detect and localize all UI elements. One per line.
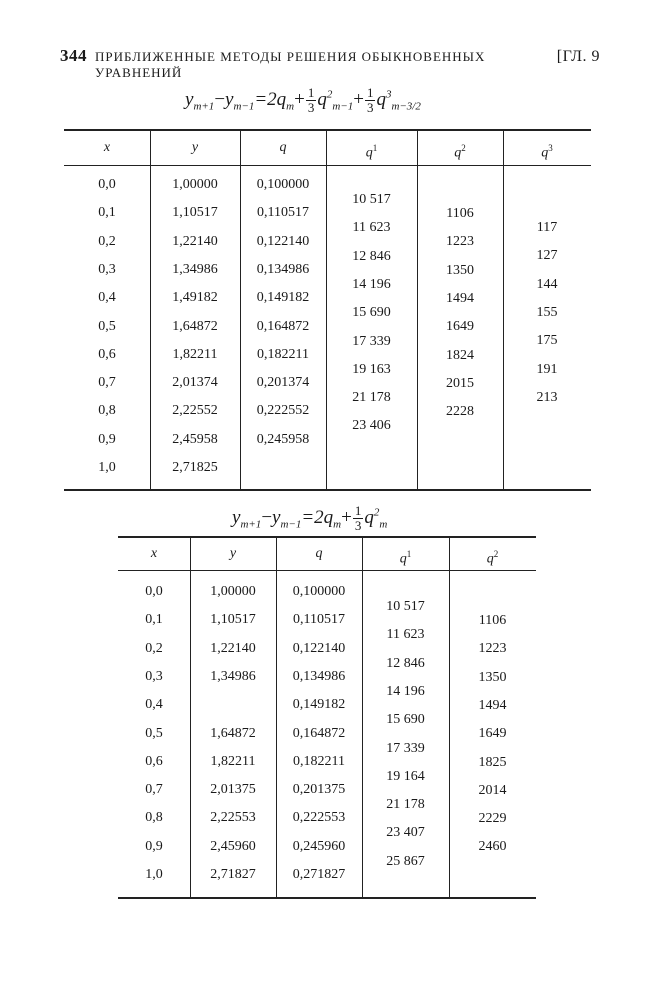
cell-x: 0,4 — [145, 697, 163, 713]
cell-q: 0,164872 — [256, 318, 310, 334]
running-title: ПРИБЛИЖЕННЫЕ МЕТОДЫ РЕШЕНИЯ ОБЫКНОВЕННЫХ УРАВНЕНИЙ — [95, 49, 486, 80]
cell-y: 2,45960 — [210, 838, 256, 854]
cell-q1: 14 196 — [352, 276, 391, 292]
column-header-q2: $q^2$ — [486, 549, 499, 567]
cell-q: 0,182211 — [293, 753, 345, 769]
cell-q: 0,245960 — [292, 838, 346, 854]
cell-y: 1,82211 — [210, 753, 256, 769]
cell-y: 1,34986 — [210, 668, 256, 684]
column-divider — [417, 131, 418, 489]
cell-q: 0,201374 — [256, 375, 310, 391]
cell-q1: 10 517 — [386, 599, 425, 614]
column-header-q1: $q^1$ — [399, 549, 412, 567]
cell-x: 0,0 — [145, 584, 163, 599]
cell-y: 2,01375 — [210, 782, 256, 798]
cell-q1: 23 406 — [352, 418, 391, 434]
column-header-y: y — [191, 140, 199, 155]
cell-q1: 11 623 — [352, 220, 391, 236]
cell-q1: 21 178 — [386, 797, 425, 813]
cell-q1: 12 846 — [386, 655, 425, 671]
cell-x: 0,0 — [98, 177, 116, 192]
cell-q3: 144 — [536, 276, 558, 292]
column-header-q1: $q^1$ — [365, 143, 378, 161]
cell-q: 0,222552 — [256, 403, 310, 419]
cell-y: 1,00000 — [172, 177, 218, 192]
cell-q3: 155 — [536, 304, 558, 320]
cell-x: 0,4 — [98, 290, 116, 306]
cell-q: 0,182211 — [257, 346, 309, 362]
column-header-q: q — [279, 140, 287, 155]
table-1 — [64, 129, 591, 491]
cell-y: 1,64872 — [172, 318, 218, 334]
cell-y: 2,71825 — [172, 460, 218, 475]
cell-y: 1,10517 — [172, 205, 218, 221]
cell-x: 0,7 — [98, 375, 116, 391]
cell-q1: 15 690 — [386, 712, 425, 728]
cell-y: 1,00000 — [210, 584, 256, 599]
cell-q3: 191 — [536, 361, 558, 377]
cell-q1: 23 407 — [386, 825, 425, 841]
column-header-q2: $q^2$ — [454, 143, 466, 161]
cell-x: 0,5 — [145, 725, 163, 741]
column-header-x: x — [103, 140, 111, 155]
cell-q3: 175 — [536, 333, 558, 349]
cell-x: 0,8 — [98, 403, 116, 419]
cell-q2: 1350 — [478, 669, 507, 685]
cell-x: 0,8 — [145, 810, 163, 826]
cell-q3: 213 — [536, 389, 558, 405]
cell-q1: 11 623 — [386, 627, 425, 643]
cell-q: 0,149182 — [292, 697, 346, 713]
cell-q: 0,245958 — [256, 431, 310, 447]
cell-q2: 1824 — [446, 347, 474, 363]
cell-q: 0,100000 — [292, 584, 346, 599]
cell-q: 0,134986 — [256, 261, 310, 277]
cell-x: 0,9 — [145, 838, 163, 854]
cell-q1: 10 517 — [352, 192, 391, 207]
cell-x: 0,3 — [145, 668, 163, 684]
table-2 — [118, 536, 536, 899]
cell-y: 2,22552 — [172, 403, 218, 419]
cell-q2: 2015 — [446, 375, 474, 391]
running-header — [60, 46, 600, 81]
cell-x: 1,0 — [98, 460, 116, 475]
chapter-label: [ГЛ. 9 — [556, 48, 600, 65]
column-header-y: y — [229, 546, 237, 561]
cell-y: 1,22140 — [172, 233, 218, 249]
cell-q: 0,222553 — [292, 810, 346, 826]
cell-y: 1,82211 — [172, 346, 218, 362]
cell-q: 0,271827 — [292, 867, 346, 882]
cell-x: 0,9 — [98, 431, 116, 447]
cell-x: 0,1 — [145, 612, 163, 628]
cell-q2: 1350 — [446, 262, 474, 278]
cell-y: 2,45958 — [172, 431, 218, 447]
cell-q1: 15 690 — [352, 305, 391, 321]
cell-q2: 2460 — [478, 839, 507, 855]
cell-y: 1,22140 — [210, 640, 256, 656]
cell-q2: 1106 — [478, 613, 507, 628]
formula-2: $y_{m+1}-y_{m-1}=2q_m+$ $\frac{1}{3}$ $q^2_m$ — [232, 503, 388, 533]
cell-q1: 14 196 — [386, 683, 425, 699]
page-number: 344 — [60, 46, 87, 65]
cell-x: 0,2 — [145, 640, 163, 656]
cell-x: 0,1 — [98, 205, 116, 221]
cell-x: 0,7 — [145, 782, 163, 798]
cell-x: 0,6 — [98, 346, 116, 362]
cell-y: 2,01374 — [172, 375, 218, 391]
cell-q: 0,122140 — [256, 233, 310, 249]
cell-q2: 1649 — [478, 726, 507, 742]
column-header-q: q — [315, 546, 323, 561]
cell-q2: 2229 — [478, 811, 507, 827]
cell-x: 0,3 — [98, 261, 116, 277]
cell-q2: 1494 — [478, 697, 507, 713]
cell-q: 0,201375 — [292, 782, 346, 798]
cell-y: 2,22553 — [210, 810, 256, 826]
cell-y: 1,10517 — [210, 612, 256, 628]
cell-x: 1,0 — [145, 867, 163, 882]
cell-y: 1,34986 — [172, 261, 218, 277]
cell-y: 1,49182 — [172, 290, 218, 306]
cell-q: 0,110517 — [257, 205, 309, 221]
cell-y: 1,64872 — [210, 725, 256, 741]
cell-y: 2,71827 — [210, 867, 256, 882]
cell-q: 0,122140 — [292, 640, 346, 656]
cell-q3: 127 — [536, 248, 558, 264]
cell-q: 0,149182 — [256, 290, 310, 306]
cell-q2: 1106 — [446, 206, 474, 221]
cell-q: 0,164872 — [292, 725, 346, 741]
cell-q2: 1825 — [478, 754, 507, 770]
cell-q1: 17 339 — [352, 333, 391, 349]
cell-q1: 17 339 — [386, 740, 425, 756]
cell-q1: 12 846 — [352, 248, 391, 264]
cell-x: 0,2 — [98, 233, 116, 249]
cell-q2: 1494 — [446, 290, 474, 306]
cell-q: 0,110517 — [293, 612, 345, 628]
cell-x: 0,5 — [98, 318, 116, 334]
cell-q2: 1649 — [446, 319, 474, 335]
cell-q1: 19 163 — [352, 361, 391, 377]
cell-q: 0,100000 — [256, 177, 310, 192]
column-header-q3: $q^3$ — [541, 143, 553, 161]
column-header-x: x — [150, 546, 158, 561]
cell-x: 0,6 — [145, 753, 163, 769]
cell-q3: 117 — [536, 220, 558, 235]
cell-q1: 25 867 — [386, 853, 425, 869]
cell-q2: 2228 — [446, 404, 474, 420]
cell-q2: 1223 — [446, 234, 474, 250]
cell-q2: 1223 — [478, 641, 507, 657]
cell-q2: 2014 — [478, 782, 507, 798]
cell-q1: 19 164 — [386, 768, 425, 784]
cell-q1: 21 178 — [352, 390, 391, 406]
cell-q: 0,134986 — [292, 668, 346, 684]
formula-1: $y_{m+1}-y_{m-1}=2q_m+$ $\frac{1}{3}$ $q^2_{m-1}+$ $\frac{1}{3}$ $q^3_{m-3/2}$ — [185, 85, 421, 115]
